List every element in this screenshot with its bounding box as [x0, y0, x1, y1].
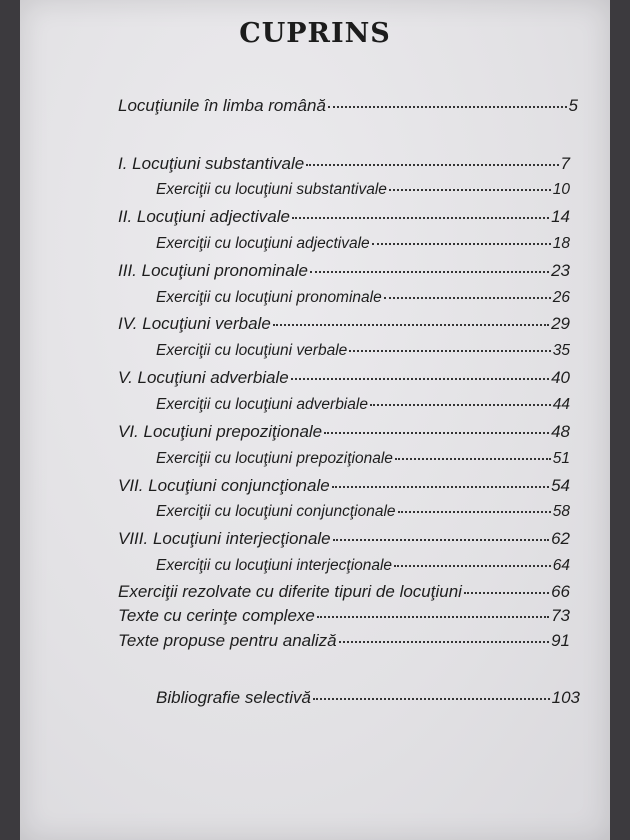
toc-entry — [156, 450, 570, 468]
toc-page: 26 — [552, 289, 570, 306]
toc-label: IV. Locuţiuni verbale — [118, 314, 271, 333]
toc-label: Exerciţii cu locuţiuni interjecţionale — [156, 557, 393, 574]
leader-dots — [306, 163, 558, 166]
toc-page: 40 — [551, 368, 570, 387]
leader-dots — [370, 403, 551, 406]
toc-page: 14 — [551, 207, 570, 226]
toc-page: 103 — [551, 688, 580, 707]
leader-dots — [332, 485, 549, 488]
toc-page: 91 — [551, 631, 570, 650]
toc-entry — [156, 181, 570, 199]
book-page — [20, 0, 610, 840]
toc-entry — [118, 154, 570, 174]
toc-page: 73 — [551, 606, 570, 625]
toc-page: 66 — [551, 582, 570, 601]
toc-label: Exerciţii rezolvate cu diferite tipuri de locuţiuni — [118, 582, 462, 601]
toc-page: 51 — [552, 450, 570, 467]
leader-dots — [394, 564, 551, 567]
leader-dots — [398, 510, 551, 513]
toc-entry — [118, 582, 570, 602]
leader-dots — [310, 270, 549, 273]
toc-entry — [118, 261, 570, 281]
leader-dots — [273, 323, 549, 326]
toc-entry — [118, 207, 570, 227]
toc-label: Exerciţii cu locuţiuni pronominale — [156, 289, 382, 306]
toc-label: Exerciţii cu locuţiuni conjuncţionale — [156, 503, 396, 520]
leader-dots — [395, 457, 551, 460]
leader-dots — [292, 216, 549, 219]
toc-label: VI. Locuţiuni prepoziţionale — [118, 422, 323, 441]
toc-label: Bibliografie selectivă — [156, 688, 311, 707]
leader-dots — [324, 431, 549, 434]
toc-page: 62 — [551, 529, 570, 548]
toc-entry — [156, 503, 570, 521]
toc-entry — [118, 422, 570, 442]
toc-label: Exerciţii cu locuţiuni verbale — [156, 342, 348, 359]
toc-label: VII. Locuţiuni conjuncţionale — [118, 476, 330, 495]
toc-entry — [156, 235, 570, 253]
toc-entry — [118, 606, 570, 626]
toc-entry — [118, 631, 570, 651]
toc-page: 64 — [552, 557, 570, 574]
toc-entry — [118, 96, 578, 116]
toc-label: Exerciţii cu locuţiuni adverbiale — [156, 396, 368, 413]
leader-dots — [464, 591, 549, 594]
leader-dots — [384, 296, 551, 299]
toc-entry — [156, 688, 580, 708]
toc-page: 54 — [551, 476, 570, 495]
leader-dots — [333, 538, 549, 541]
toc-entry — [156, 342, 570, 360]
toc-entry — [156, 289, 570, 307]
leader-dots — [349, 349, 550, 352]
toc-page: 58 — [552, 503, 570, 520]
toc-label: Exerciţii cu locuţiuni substantivale — [156, 181, 387, 198]
toc-page: 29 — [551, 314, 570, 333]
toc-label: II. Locuţiuni adjectivale — [118, 207, 290, 226]
leader-dots — [372, 242, 551, 245]
toc-entry — [156, 557, 570, 575]
leader-dots — [389, 188, 551, 191]
toc-label: Texte propuse pentru analiză — [118, 631, 337, 650]
toc-page: 7 — [560, 154, 570, 173]
toc-page: 35 — [552, 342, 570, 359]
toc-entry — [118, 476, 570, 496]
toc-page: 48 — [551, 422, 570, 441]
leader-dots — [339, 640, 549, 643]
toc-label: VIII. Locuţiuni interjecţionale — [118, 529, 331, 548]
toc-entry — [118, 529, 570, 549]
toc-entry — [156, 396, 570, 414]
toc-label: Texte cu cerinţe complexe — [118, 606, 315, 625]
leader-dots — [328, 105, 567, 108]
toc-entry — [118, 314, 570, 334]
leader-dots — [291, 377, 549, 380]
toc-page: 18 — [552, 235, 570, 252]
toc-page: 23 — [551, 261, 570, 280]
toc-label: III. Locuţiuni pronominale — [118, 261, 308, 280]
leader-dots — [317, 615, 549, 618]
toc-page: 10 — [552, 181, 570, 198]
page-title: CUPRINS — [239, 18, 391, 49]
toc-page: 5 — [568, 96, 578, 115]
toc-label: Exerciţii cu locuţiuni prepoziţionale — [156, 450, 393, 467]
toc-label: Locuţiunile în limba română — [118, 96, 326, 115]
toc-label: I. Locuţiuni substantivale — [118, 154, 305, 173]
toc-page: 44 — [552, 396, 570, 413]
toc-label: V. Locuţiuni adverbiale — [118, 368, 289, 387]
toc-label: Exerciţii cu locuţiuni adjectivale — [156, 235, 370, 252]
toc-entry — [118, 368, 570, 388]
leader-dots — [313, 697, 550, 700]
